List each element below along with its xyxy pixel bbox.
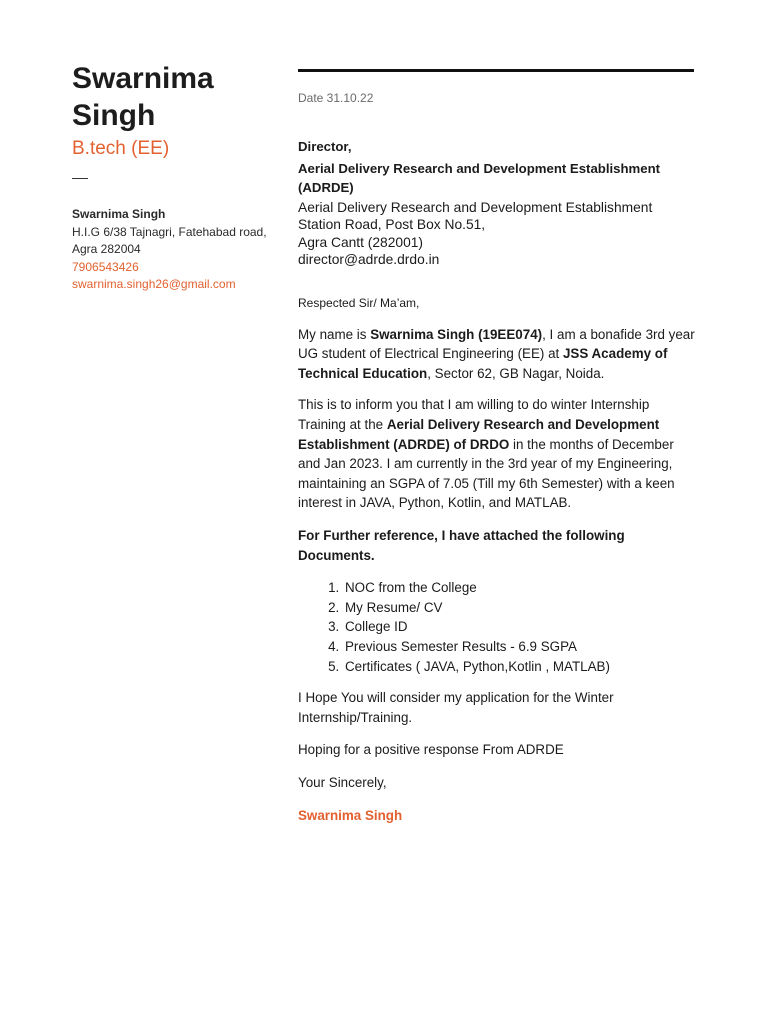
list-item: 5. Certificates ( JAVA, Python,Kotlin , MATLAB) [343,657,696,677]
sender-name [72,60,282,134]
contact-phone[interactable]: 7906543426 [72,259,139,274]
documents-list [298,578,696,676]
recipient-org: Aerial Delivery Research and Development Establishment (ADRDE) [298,161,661,195]
address-line: Aerial Delivery Research and Development Establishment [298,200,653,215]
letter-date: Date 31.10.22 [298,91,374,105]
address-line: Station Road, Post Box No.51, [298,217,486,233]
recipient-block [298,137,696,197]
contact-address-line2: Agra 282004 [72,242,141,256]
contact-name: Swarnima Singh [72,207,166,221]
text: This is to inform you that I am willing to do winter Internship Training at the [298,397,650,432]
divider [72,178,88,179]
sender-column [72,60,282,294]
list-item: 1. NOC from the College [343,578,696,598]
closing: Your Sincerely, [298,774,387,790]
contact-address-line1: H.I.G 6/38 Tajnagri, Fatehabad road, [72,224,267,239]
sender-first-name: Swarnima [72,62,214,95]
sender-last-name: Singh [72,99,156,132]
contact-email[interactable]: swarnima.singh26@gmail.com [72,277,236,291]
sender-degree: B.tech (EE) [72,138,170,159]
paragraph-reference: For Further reference, I have attached the following Documents. [298,527,625,563]
list-item: 3. College ID [343,617,696,637]
text: in the months of December and Jan 2023. I am currently in the 3rd year of my Engineering, maintaining an SGPA of 7.05 (Till my 6th Semester) with a keen interest in JAVA, Python, Kotlin, and MATLAB. [298,436,675,511]
recipient-title: Director, [298,139,352,154]
paragraph-purpose [298,395,696,513]
recipient-address [298,199,696,269]
text: , I am a bonafide 3rd year UG student of Electrical Engineering (EE) at [298,326,695,362]
bold-text: JSS Academy of Technical Education [298,346,668,381]
address-line: Agra Cantt (282001) [298,234,424,250]
paragraph-intro [298,325,696,384]
signature: Swarnima Singh [298,807,403,823]
paragraph-response: Hoping for a positive response From ADRDE [298,742,564,758]
list-item: 2. My Resume/ CV [343,598,696,618]
bold-text: Aerial Delivery Research and Development Establishment (ADRDE) of DRDO [298,417,660,452]
header-rule [298,69,694,72]
contact-block [72,206,282,294]
text: , Sector 62, GB Nagar, Noida. [427,365,605,381]
letter-body [298,69,696,825]
list-item: 4. Previous Semester Results - 6.9 SGPA [343,637,696,657]
text: My name is [298,326,371,342]
salutation: Respected Sir/ Ma’am, [298,295,420,310]
address-email: director@adrde.drdo.in [298,252,440,268]
paragraph-hope: I Hope You will consider my application for the Winter Internship/Training. [298,690,614,725]
bold-text: Swarnima Singh (19EE074) [370,326,543,342]
